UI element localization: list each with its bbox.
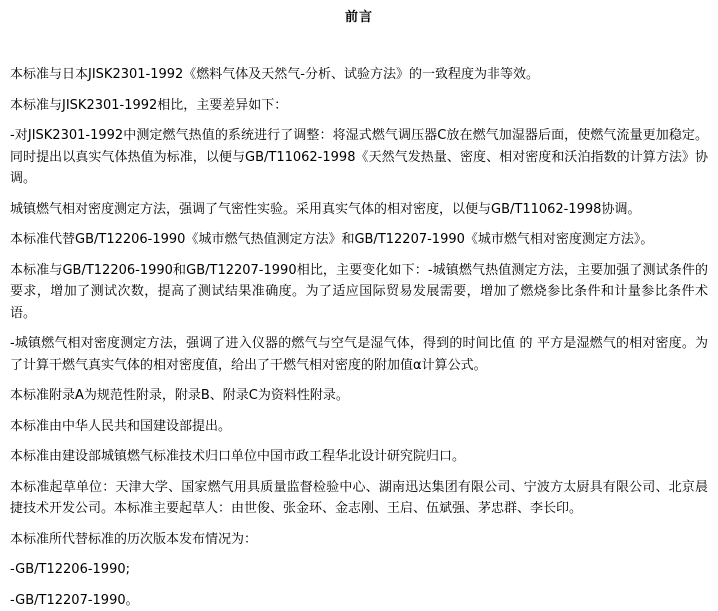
- paragraph: -对JISK2301-1992中测定燃气热值的系统进行了调整：将湿式燃气调压器C放在燃气加湿器后面，使燃气流量更加稳定。同时提出以真实气体热值为标准，以便与GB/T11062-1998《天然气发热量、密度、相对密度和沃泊指数的计算方法》协调。: [10, 125, 708, 190]
- paragraph: -城镇燃气相对密度测定方法，强调了进入仪器的燃气与空气是湿气体，得到的时间比值 的 平方是湿燃气的相对密度。为了计算干燃气真实气体的相对密度值，给出了干燃气相对密度的附加值α计算公式。: [10, 333, 708, 376]
- document-body: [10, 64, 708, 611]
- document-page: [0, 10, 718, 533]
- paragraph: 本标准与GB/T12206-1990和GB/T12207-1990相比，主要变化如下：-城镇燃气热值测定方法，主要加强了测试条件的要求，增加了测试次数，提高了测试结果准确度。为了适应国际贸易发展需要，增加了燃烧参比条件和计量参比条件术语。: [10, 260, 708, 325]
- paragraph: -GB/T12207-1990。: [10, 590, 708, 611]
- paragraph: 本标准由建设部城镇燃气标准技术归口单位中国市政工程华北设计研究院归口。: [10, 446, 708, 468]
- page-title: 前言: [10, 10, 708, 26]
- paragraph: 本标准附录A为规范性附录，附录B、附录C为资料性附录。: [10, 385, 708, 407]
- paragraph: 城镇燃气相对密度测定方法，强调了气密性实验。采用真实气体的相对密度，以便与GB/T11062-1998协调。: [10, 199, 708, 221]
- paragraph: 本标准起草单位：天津大学、国家燃气用具质量监督检验中心、湖南迅达集团有限公司、宁波方太厨具有限公司、北京晨捷技术开发公司。本标准主要起草人：由世俊、张金环、金志刚、王启、伍斌强、茅忠群、李长印。: [10, 477, 708, 520]
- paragraph: 本标准与JISK2301-1992相比，主要差异如下：: [10, 95, 708, 117]
- paragraph: -GB/T12206-1990;: [10, 559, 708, 581]
- paragraph: 本标准与日本JISK2301-1992《燃料气体及天然气-分析、试验方法》的一致程度为非等效。: [10, 64, 708, 86]
- paragraph: 本标准由中华人民共和国建设部提出。: [10, 416, 708, 438]
- paragraph: 本标准代替GB/T12206-1990《城市燃气热值测定方法》和GB/T12207-1990《城市燃气相对密度测定方法》。: [10, 229, 708, 251]
- paragraph: 本标准所代替标准的历次版本发布情况为：: [10, 529, 708, 551]
